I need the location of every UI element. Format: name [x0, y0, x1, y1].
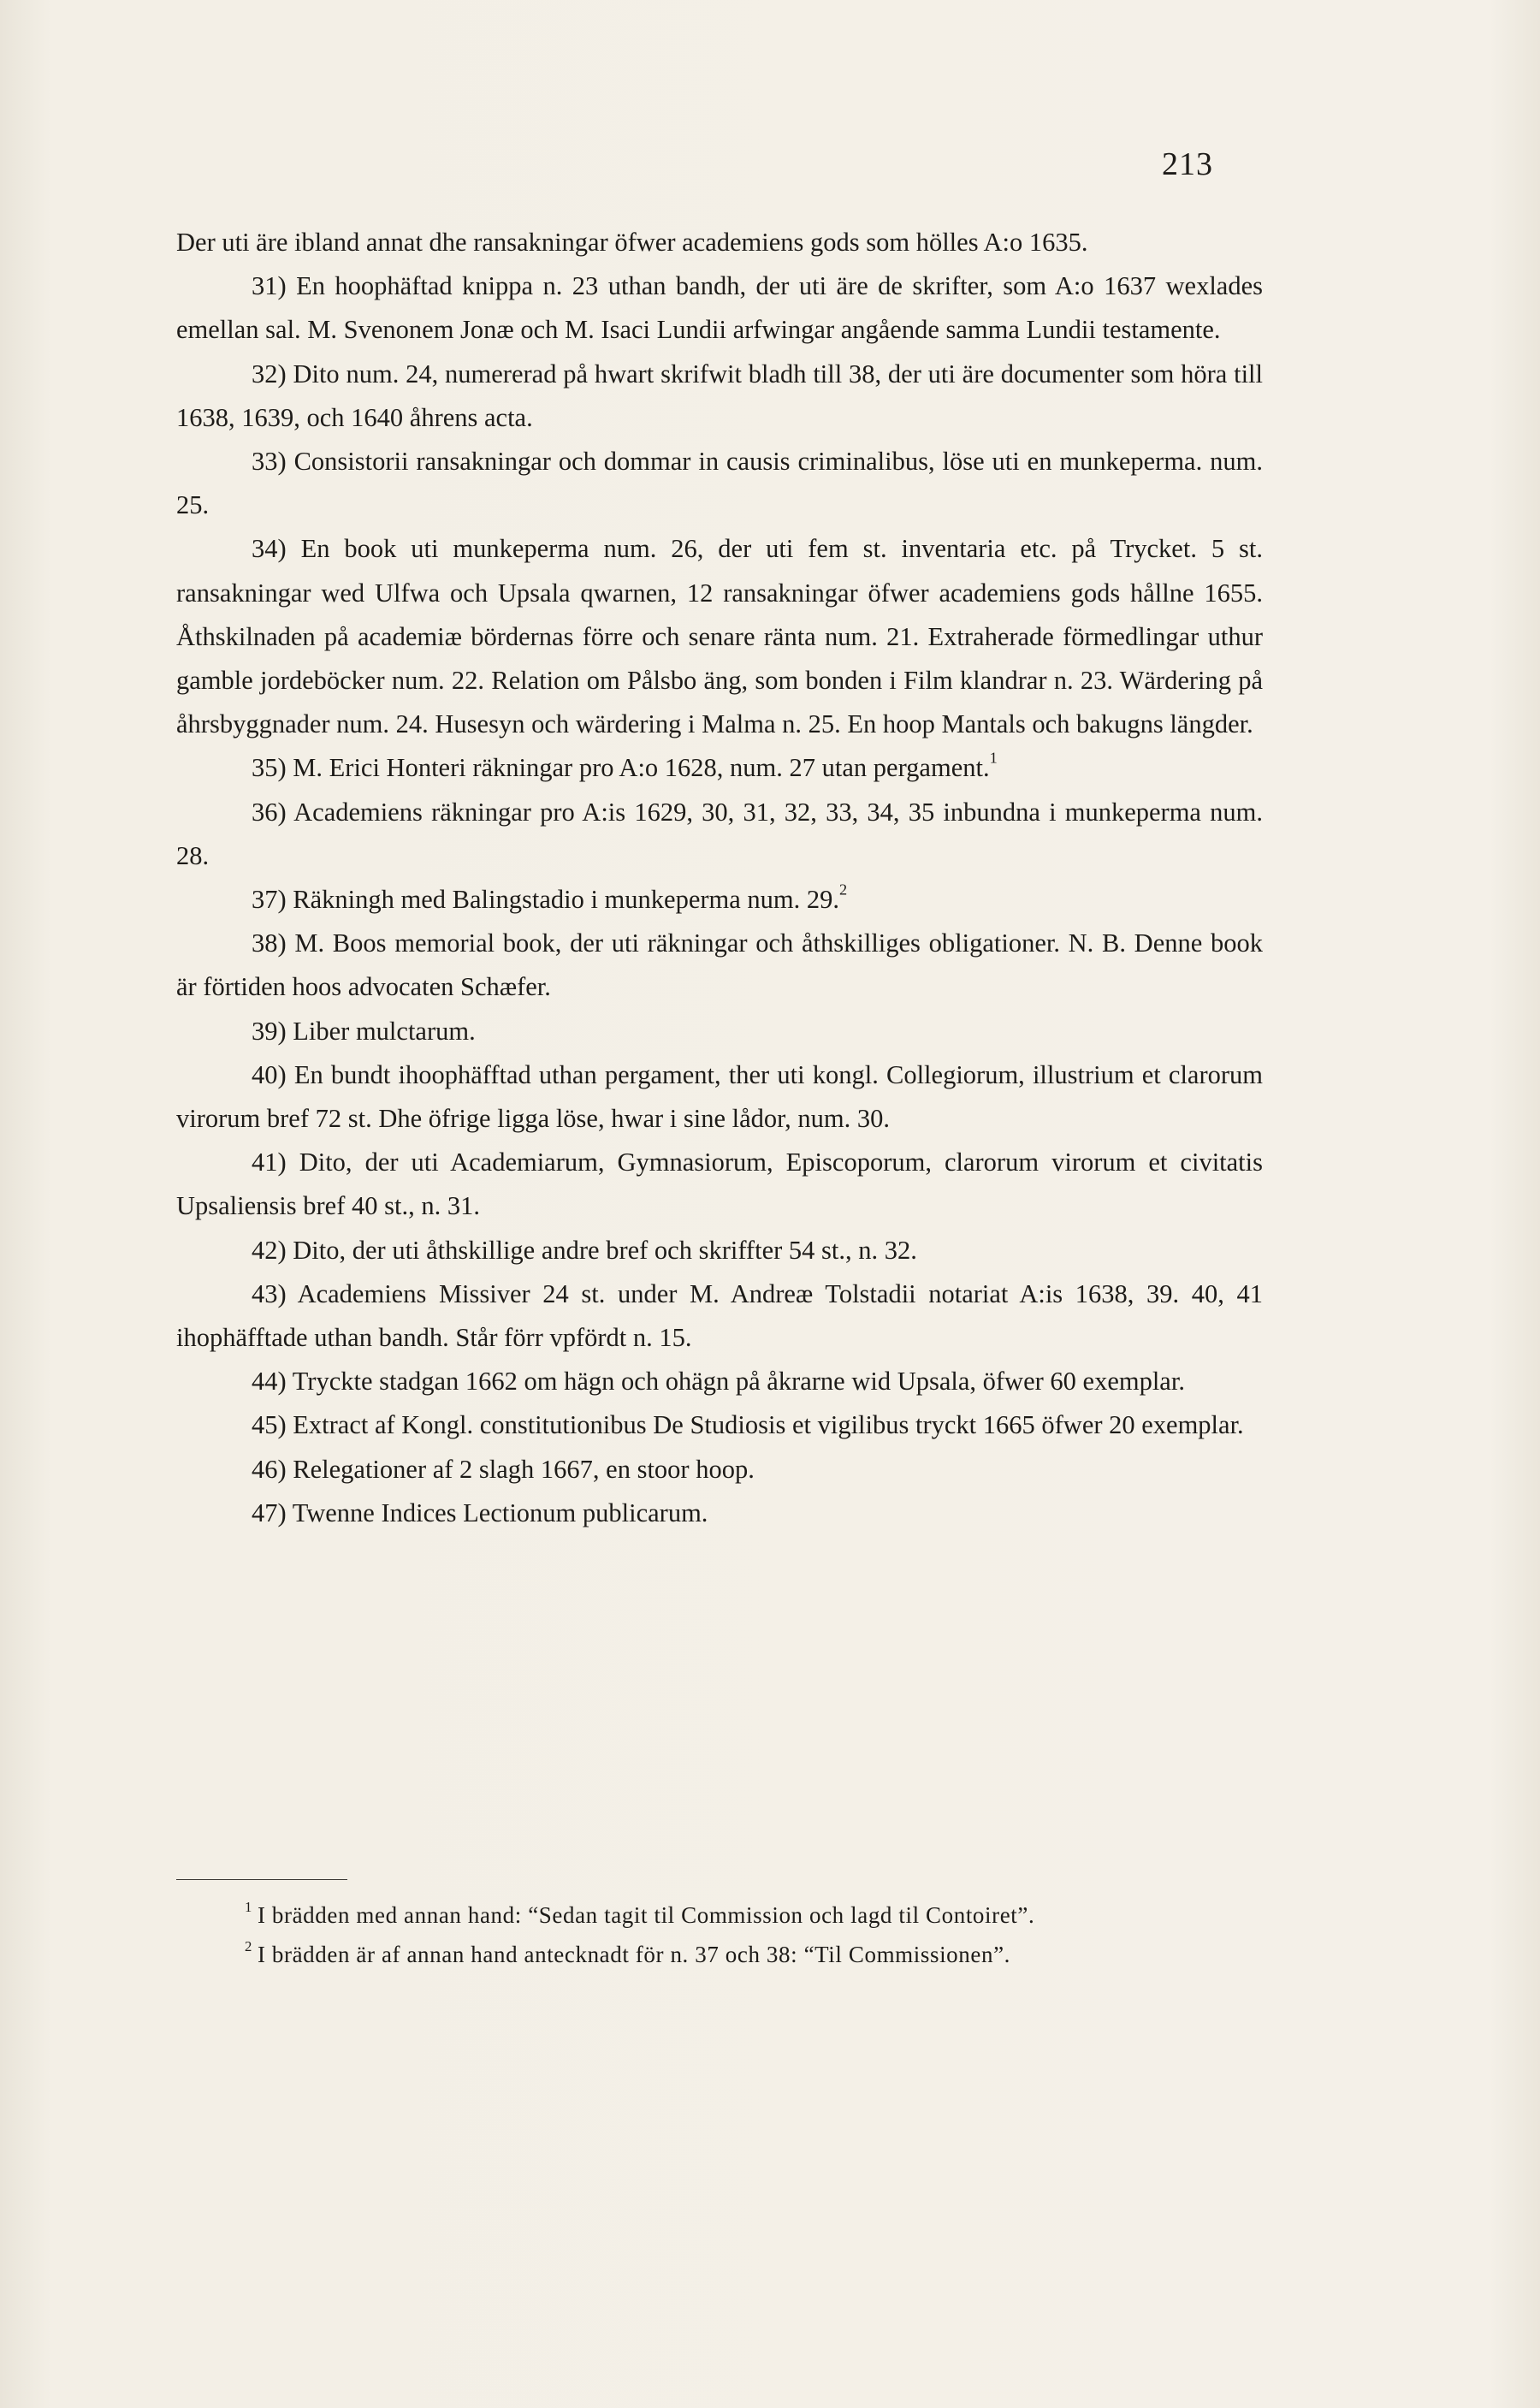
- paragraph-39: 39) Liber mulctarum.: [252, 1016, 476, 1046]
- paragraph-35: [176, 746, 1263, 790]
- paragraph-45: 45) Extract af Kongl. constitutionibus De Studiosis et vigilibus tryckt 1665 öfwer 20 exemplar.: [252, 1410, 1244, 1440]
- footnote-1-mark: 1: [245, 1898, 252, 1915]
- paragraph-33: 33) Consistorii ransakningar och dommar in causis criminalibus, löse uti en munkeperma. num. 25.: [176, 447, 1263, 520]
- paragraph-38: 38) M. Boos memorial book, der uti räkningar och åthskilliges obligationer. N. B. Denne book är förtiden hoos advocaten Schæfer.: [176, 928, 1263, 1002]
- footnote-divider: [176, 1879, 347, 1880]
- paragraph-42: 42) Dito, der uti åthskillige andre bref och skriffter 54 st., n. 32.: [252, 1235, 917, 1265]
- paragraph-31: 31) En hoophäftad knippa n. 23 uthan bandh, der uti äre de skrifter, som A:o 1637 wexlades emellan sal. M. Svenonem Jonæ och M. Isaci Lundii arfwingar angående samma Lundii testamente.: [176, 271, 1263, 345]
- paragraph-40: 40) En bundt ihoophäfftad uthan pergament, ther uti kongl. Collegiorum, illustrium et clarorum virorum bref 72 st. Dhe öfrige ligga löse, hwar i sine lådor, num. 30.: [176, 1059, 1263, 1134]
- paragraph-44: 44) Tryckte stadgan 1662 om hägn och ohägn på åkrarne wid Upsala, öfwer 60 exemplar.: [252, 1367, 1185, 1397]
- footnote-2-mark: 2: [245, 1937, 252, 1954]
- footnote-1: [176, 1896, 1263, 1934]
- paragraph-43: 43) Academiens Missiver 24 st. under M. Andreæ Tolstadii notariat A:is 1638, 39. 40, 41 ihophäfftade uthan bandh. Står förr vpfördt n. 15.: [176, 1278, 1263, 1353]
- paragraph-37-text: 37) Räkningh med Balingstadio i munkeperma num. 29.: [252, 885, 839, 915]
- paragraph-41: 41) Dito, der uti Academiarum, Gymnasiorum, Episcoporum, clarorum virorum et civitatis Upsaliensis bref 40 st., n. 31.: [176, 1148, 1263, 1221]
- footnotes: [176, 1896, 1263, 1975]
- footnote-1-text: I brädden med annan hand: “Sedan tagit til Commission och lagd til Contoiret”.: [257, 1902, 1035, 1928]
- page-number: 213: [1162, 146, 1213, 182]
- note-ref-1: 1: [989, 749, 998, 767]
- paragraph-36: 36) Academiens räkningar pro A:is 1629, 30, 31, 32, 33, 34, 35 inbundna i munkeperma num. 28.: [176, 797, 1263, 870]
- paragraph-46: 46) Relegationer af 2 slagh 1667, en stoor hoop.: [252, 1454, 755, 1484]
- paragraph-34: 34) En book uti munkeperma num. 26, der uti fem st. inventaria etc. på Trycket. 5 st. ransakningar wed Ulfwa och Upsala qwarnen, 12 ransakningar öfwer academiens gods hållne 1655. Åthskilnaden på academiæ bördernas förre och senare ränta num. 21. Extraherade förmedlingar uthur gamble jordeböcker num. 22. Relation om Pålsbo äng, som bonden i Film klandrar n. 23. Wärdering på åhrsbyggnader num. 24. Husesyn och wärdering i Malma n. 25. En hoop Mantals och bakugns längder.: [176, 534, 1263, 739]
- paragraph-37: [176, 878, 1263, 922]
- main-text: [176, 221, 1263, 1535]
- footnote-2: [176, 1936, 1263, 1973]
- paragraph-intro: Der uti äre ibland annat dhe ransakningar öfwer academiens gods som hölles A:o 1635.: [176, 228, 1088, 257]
- note-ref-2: 2: [839, 881, 848, 899]
- paragraph-35-text: 35) M. Erici Honteri räkningar pro A:o 1628, num. 27 utan pergament.: [252, 753, 990, 783]
- footnote-2-text: I brädden är af annan hand antecknadt för n. 37 och 38: “Til Commissionen”.: [257, 1942, 1011, 1967]
- paragraph-32: 32) Dito num. 24, numererad på hwart skrifwit bladh till 38, der uti äre documenter som höra till 1638, 1639, och 1640 åhrens acta.: [176, 359, 1263, 432]
- paragraph-47: 47) Twenne Indices Lectionum publicarum.: [252, 1498, 708, 1527]
